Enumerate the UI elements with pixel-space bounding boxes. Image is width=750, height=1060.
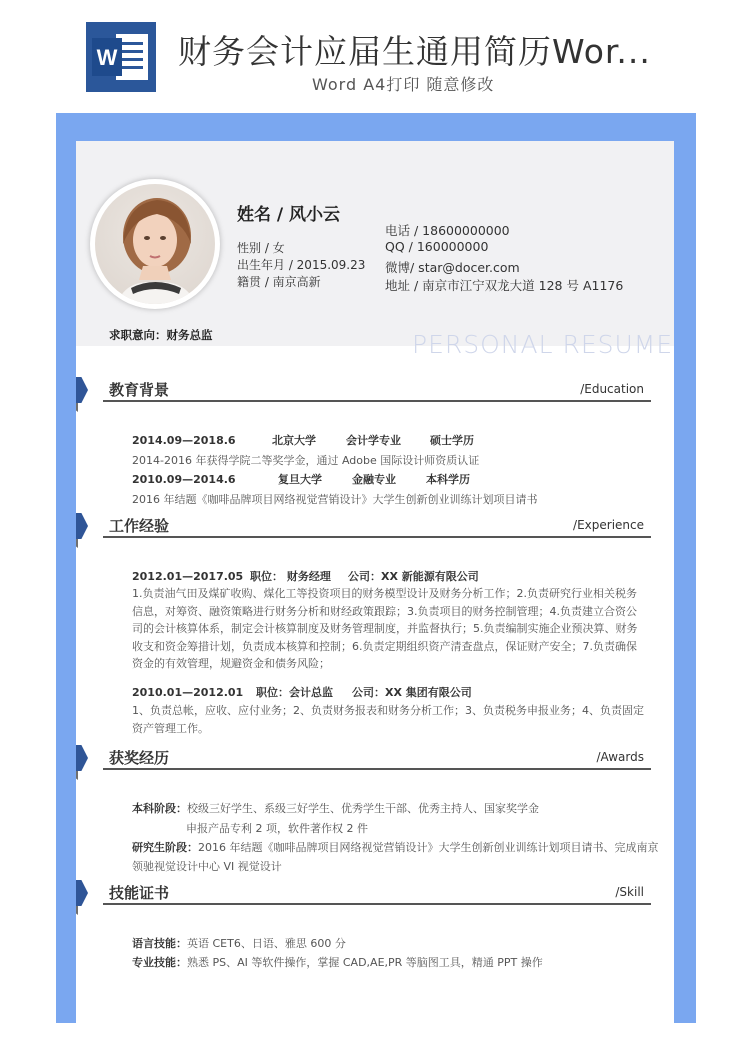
section-title-en: /Skill	[615, 885, 644, 899]
skill-language: 语言技能：英语 CET6、日语、雅思 600 分	[132, 937, 346, 950]
personal-resume-watermark: PERSONAL RESUME	[412, 330, 674, 359]
edu-school: 复旦大学	[278, 473, 322, 486]
section-title: 教育背景	[109, 381, 170, 399]
section-experience	[76, 513, 674, 553]
section-tab-icon	[76, 745, 88, 771]
edu-degree: 本科学历	[426, 473, 470, 486]
resume-page	[76, 141, 674, 1024]
edu-school: 北京大学	[272, 434, 316, 447]
birth-date: 出生年月 / 2015.09.23	[237, 258, 366, 272]
section-awards	[76, 745, 674, 785]
section-fold-icon	[76, 906, 78, 915]
section-divider	[103, 903, 651, 905]
award-grad: 研究生阶段：2016 年结题《咖啡品牌项目网络视觉营销设计》大学生创新创业训练计划项目请书、完成南京	[132, 841, 659, 854]
award-undergrad: 本科阶段：校级三好学生、系级三好学生、优秀学生干部、优秀主持人、国家奖学金	[132, 802, 539, 815]
section-fold-icon	[76, 771, 78, 780]
section-tab-icon	[76, 513, 88, 539]
job-intent: 求职意向：财务总监	[109, 328, 213, 342]
edu-note-1: 2014-2016 年获得学院二等奖学金，通过 Adobe 国际设计师资质认证	[132, 454, 480, 467]
exp-period: 2010.01—2012.01	[132, 686, 244, 699]
edu-period: 2014.09—2018.6	[132, 434, 236, 447]
section-tab-icon	[76, 377, 88, 403]
edu-row-2	[132, 471, 470, 487]
exp-company: 公司：XX 集团有限公司	[352, 686, 472, 699]
gender: 性别 / 女	[237, 241, 285, 255]
section-fold-icon	[76, 539, 78, 548]
section-tab-icon	[76, 880, 88, 906]
section-education	[76, 377, 674, 417]
exp-position: 职位：会计总监	[256, 686, 333, 699]
candidate-name: 姓名 / 风小云	[237, 205, 341, 225]
exp-desc-1: 1.负责油气田及煤矿收购、煤化工等投资项目的财务模型设计及财务分析工作；2.负责研究行业相关税务 信息，对筹资、融资策略进行财务分析和财经政策跟踪；3.负责项目的财务控制管理；4.负责建立合资公 司的会计核算体系，制定会计核算制度及财务管理制度，并监督执行；5.负责编制实施企业预决算、财务 收支和资金筹措计划，负责成本核算和控制；6.负责定期组织资产清查盘点，保证财产安全；7.负责确保 资金的有效管理，规避资金和债务风险；	[132, 587, 638, 670]
section-title-en: /Education	[580, 382, 644, 396]
edu-major: 会计学专业	[346, 434, 401, 447]
section-divider	[103, 536, 651, 538]
edu-degree: 硕士学历	[430, 434, 474, 447]
section-title: 工作经验	[109, 517, 170, 535]
award-undergrad-2: 申报产品专利 2 项，软件著作权 2 件	[186, 822, 368, 835]
section-fold-icon	[76, 403, 78, 412]
award-grad-2: 领驰视觉设计中心 VI 视觉设计	[132, 860, 282, 873]
skill-professional-label: 专业技能：	[132, 956, 187, 969]
qq: QQ / 160000000	[385, 239, 489, 254]
exp-desc-2: 1、负责总帐，应收、应付业务；2、负责财务报表和财务分析工作；3、负责税务申报业务；4、负责固定 资产管理工作。	[132, 704, 644, 735]
exp-period: 2012.01—2017.05	[132, 570, 244, 583]
word-icon-letter: W	[96, 45, 118, 70]
profile-photo	[95, 184, 215, 304]
award-grad-label: 研究生阶段：	[132, 841, 198, 854]
edu-note-2: 2016 年结题《咖啡品牌项目网络视觉营销设计》大学生创新创业训练计划项目请书	[132, 493, 538, 506]
section-skills	[76, 880, 674, 920]
exp-row-1	[132, 568, 479, 584]
section-title: 获奖经历	[109, 749, 170, 767]
exp-row-2	[132, 684, 472, 700]
section-divider	[103, 768, 651, 770]
exp-position: 职位： 财务经理	[250, 570, 331, 583]
skill-professional: 专业技能：熟悉 PS、AI 等软件操作，掌握 CAD,AE,PR 等脑图工具，精通 PPT 操作	[132, 956, 543, 969]
word-document-icon	[86, 22, 156, 92]
skill-language-label: 语言技能：	[132, 937, 187, 950]
section-divider	[103, 400, 651, 402]
native-place: 籍贯 / 南京高新	[237, 275, 321, 289]
section-title: 技能证书	[109, 884, 170, 902]
award-undergrad-label: 本科阶段：	[132, 802, 187, 815]
phone: 电话 / 18600000000	[385, 223, 510, 238]
address: 地址 / 南京市江宁双龙大道 128 号 A1176	[385, 278, 624, 293]
section-title-en: /Experience	[573, 518, 644, 532]
weibo: 微博/ star@docer.com	[385, 260, 520, 275]
edu-row-1	[132, 432, 474, 448]
document-title: 财务会计应届生通用简历Wor...	[178, 32, 651, 71]
document-subtitle: Word A4打印 随意修改	[312, 75, 495, 94]
exp-company: 公司：XX 新能源有限公司	[348, 570, 479, 583]
section-title-en: /Awards	[596, 750, 644, 764]
edu-major: 金融专业	[352, 473, 396, 486]
edu-period: 2010.09—2014.6	[132, 473, 236, 486]
